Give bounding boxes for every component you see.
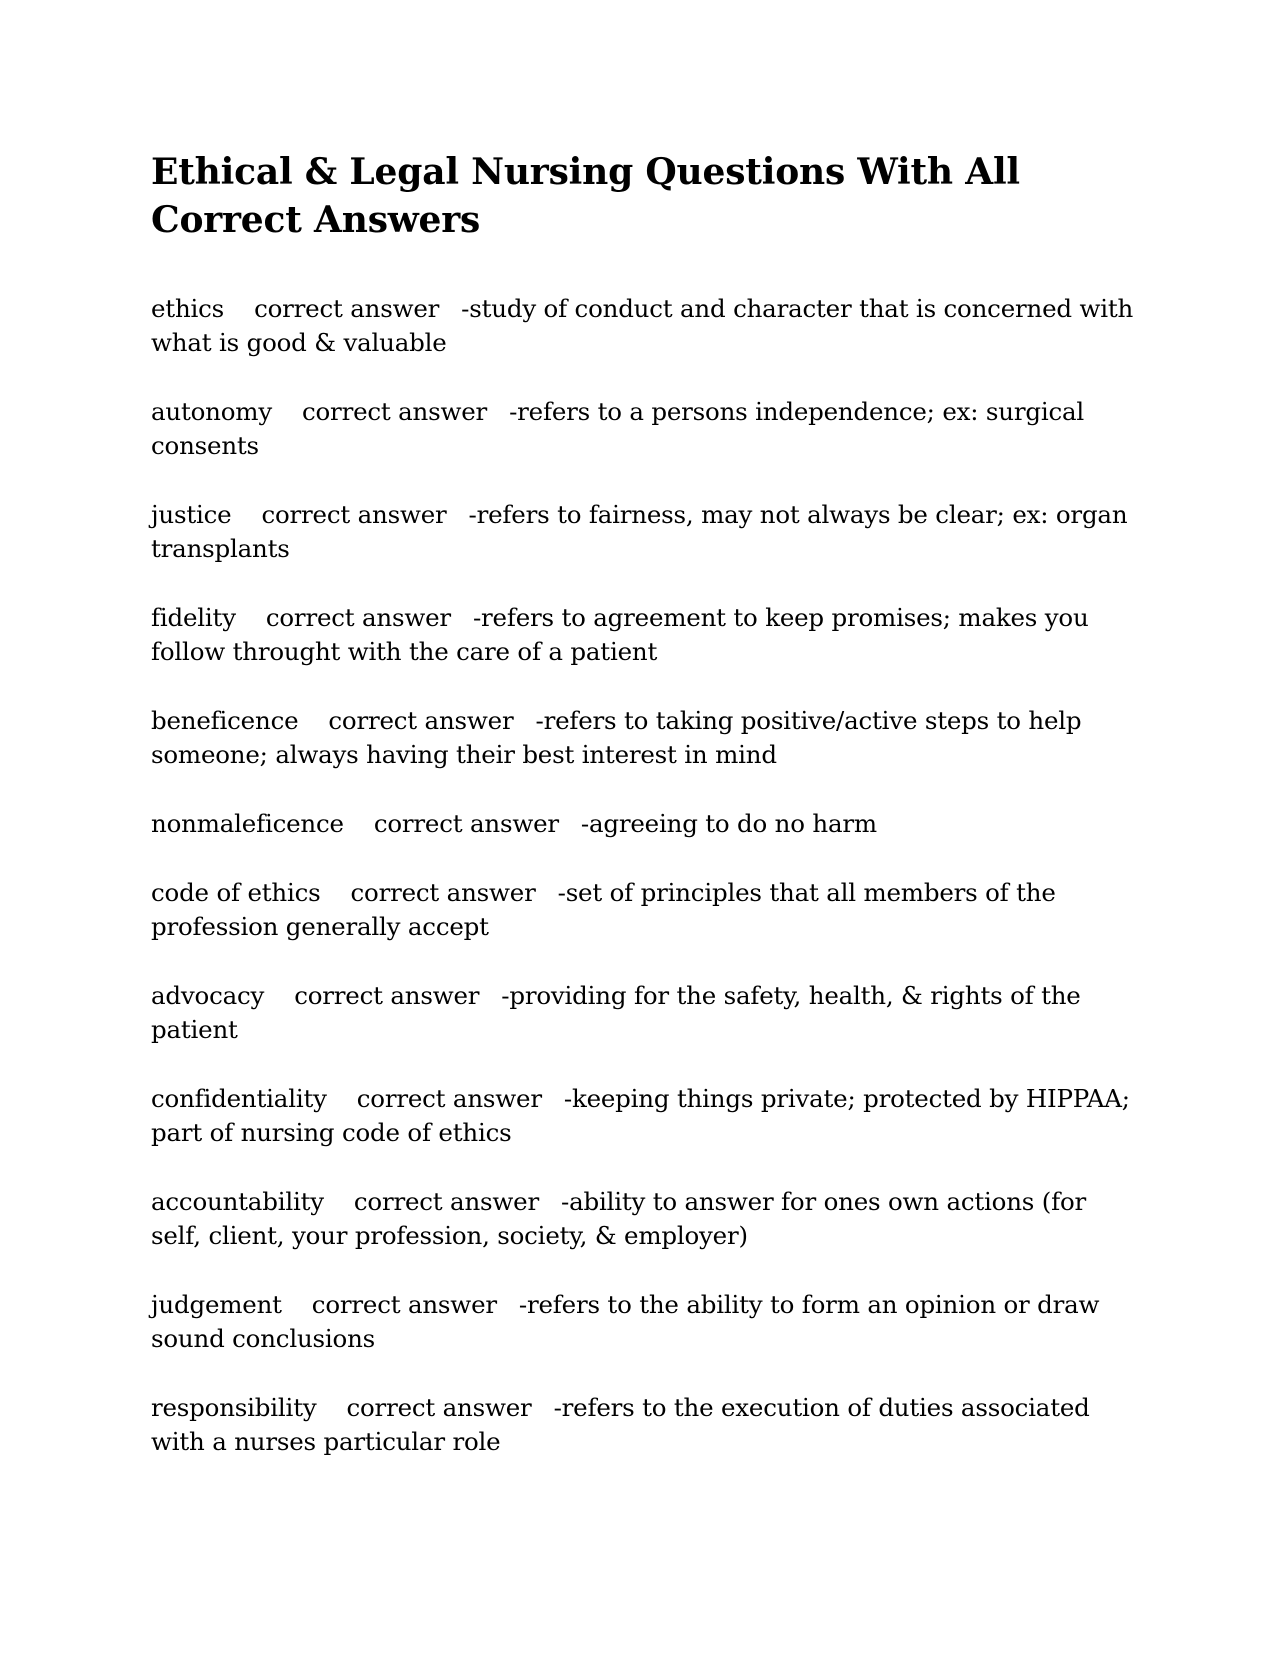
entry-term: nonmaleficence xyxy=(151,809,344,838)
entry-separator: correct answer xyxy=(254,294,440,323)
entry-separator: correct answer xyxy=(346,1393,532,1422)
entry-code-of-ethics xyxy=(151,876,1141,944)
entry-accountability xyxy=(151,1185,1141,1253)
entry-responsibility xyxy=(151,1391,1141,1459)
entry-separator: correct answer xyxy=(301,397,488,426)
entry-term: accountability xyxy=(151,1187,324,1216)
entry-term: ethics xyxy=(151,294,225,323)
entry-definition: -set of principles that all members of the profession generally accept xyxy=(151,878,1056,941)
entry-fidelity xyxy=(151,601,1141,669)
entry-definition: -refers to the execution of duties associated with a nurses particular role xyxy=(151,1393,1090,1456)
entry-definition: -providing for the safety, health, & rights of the patient xyxy=(151,981,1081,1044)
entry-separator: correct answer xyxy=(328,706,514,735)
entry-separator: correct answer xyxy=(261,500,447,529)
entry-separator: correct answer xyxy=(353,1187,539,1216)
entry-definition: -refers to taking positive/active steps to help someone; always having their best interest in mind xyxy=(151,706,1082,769)
entry-ethics xyxy=(151,292,1141,360)
entry-separator: correct answer xyxy=(373,809,559,838)
entry-separator: correct answer xyxy=(294,981,480,1010)
entry-autonomy xyxy=(151,395,1141,463)
entry-nonmaleficence xyxy=(151,807,1141,841)
entry-term: judgement xyxy=(151,1290,282,1319)
entry-definition: -refers to the ability to form an opinion or draw sound conclusions xyxy=(151,1290,1100,1353)
entry-term: autonomy xyxy=(151,397,272,426)
entry-term: code of ethics xyxy=(151,878,321,907)
entry-separator: correct answer xyxy=(356,1084,542,1113)
entry-term: fidelity xyxy=(151,603,236,632)
entry-definition: -refers to fairness, may not always be clear; ex: organ transplants xyxy=(151,500,1128,563)
entry-advocacy xyxy=(151,979,1141,1047)
entry-justice xyxy=(151,498,1141,566)
entry-term: advocacy xyxy=(151,981,265,1010)
entry-beneficence xyxy=(151,704,1141,772)
entry-separator: correct answer xyxy=(350,878,536,907)
document-title: Ethical & Legal Nursing Questions With All Correct Answers xyxy=(151,151,1020,241)
entry-definition: -ability to answer for ones own actions (for self, client, your profession, society, & employer) xyxy=(151,1187,1087,1250)
entry-judgement xyxy=(151,1288,1141,1356)
entry-definition: -study of conduct and character that is concerned with what is good & valuable xyxy=(151,294,1134,357)
entry-term: beneficence xyxy=(151,706,299,735)
entry-term: justice xyxy=(151,500,232,529)
entry-definition: -keeping things private; protected by HIPPAA; part of nursing code of ethics xyxy=(151,1084,1130,1147)
entry-definition: -agreeing to do no harm xyxy=(580,809,877,838)
entry-term: responsibility xyxy=(151,1393,317,1422)
entry-term: confidentiality xyxy=(151,1084,327,1113)
entry-definition: -refers to a persons independence; ex: surgical consents xyxy=(151,397,1085,460)
entry-separator: correct answer xyxy=(265,603,451,632)
entry-separator: correct answer xyxy=(311,1290,497,1319)
entry-confidentiality xyxy=(151,1082,1141,1150)
entry-definition: -refers to agreement to keep promises; makes you follow throught with the care of a patient xyxy=(151,603,1089,666)
document-page xyxy=(151,148,1141,1494)
